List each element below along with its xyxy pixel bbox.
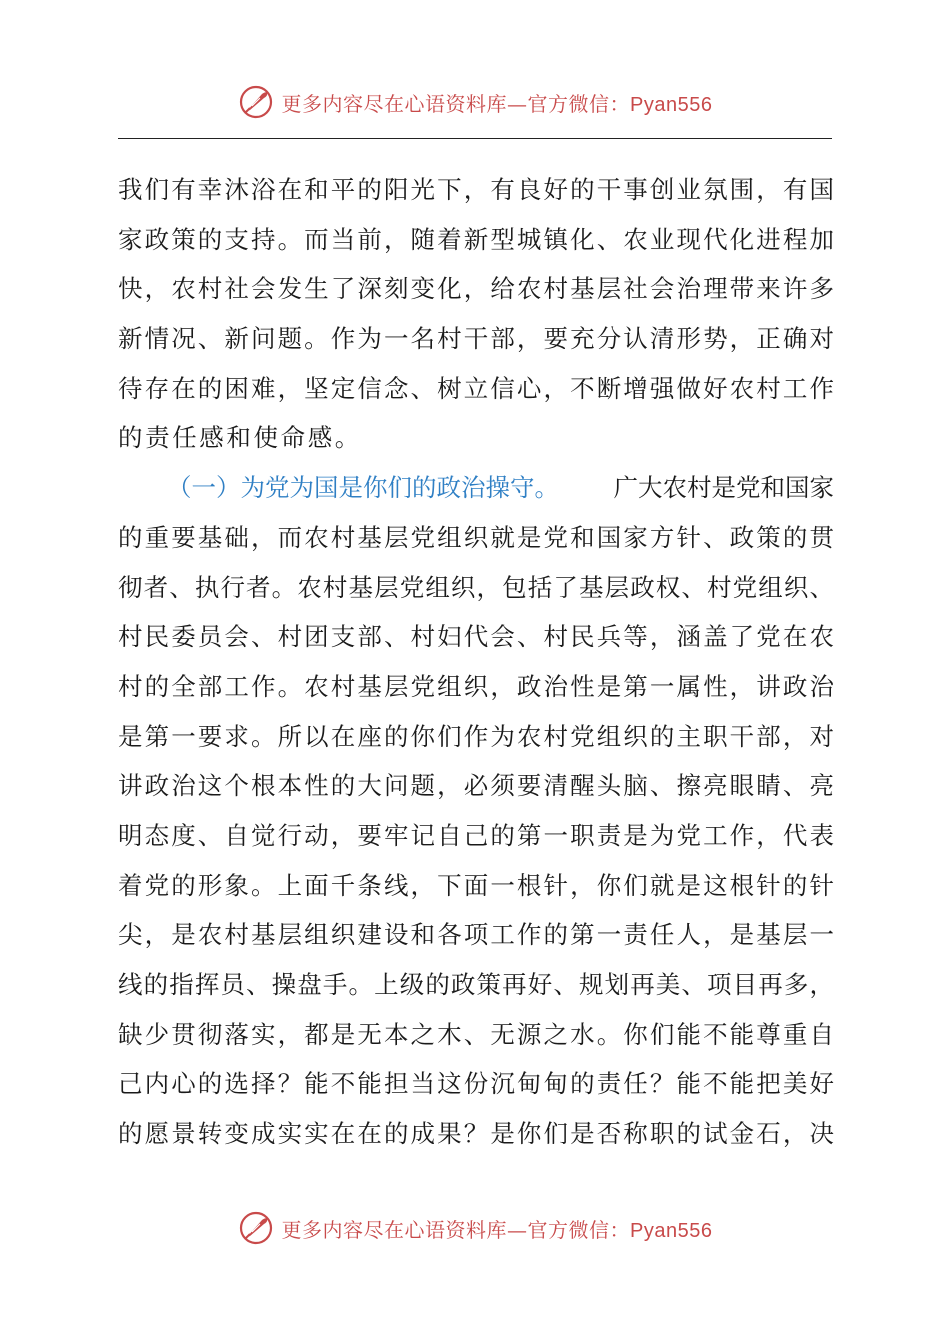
para1-line: 的责任感和使命感。: [118, 423, 362, 453]
banner-text: [282, 1214, 713, 1243]
para1-line: 新 情 况 、 新 问 题 。 作 为 一 名 村 干 部 ， 要 充 分 认 清 形 势 ， 正 确 对: [118, 324, 834, 354]
para2-line: 明 态 度 、 自 觉 行 动 ， 要 牢 记 自 己 的 第 一 职 责 是 为 党 工 作 ， 代 表: [118, 820, 834, 850]
para2-line: 讲 政 治 这 个 根 本 性 的 大 问 题 ， 必 须 要 清 醒 头 脑 、 擦 亮 眼 睛 、 亮: [118, 771, 834, 801]
para1-line: 家 政 策 的 支 持 。 而 当 前 ， 随 着 新 型 城 镇 化 、 农 业 现 代 化 进 程 加: [118, 224, 834, 254]
para2-line: 着 党 的 形 象 。 上 面 千 条 线 ， 下 面 一 根 针 ， 你 们 就 是 这 根 针 的 针: [118, 870, 834, 900]
para2-line: 村 的 全 部 工 作 。 农 村 基 层 党 组 织 ， 政 治 性 是 第 一 属 性 ， 讲 政 治: [118, 671, 834, 701]
document-body: [118, 165, 834, 1159]
header-banner: [0, 82, 950, 122]
section-heading-line: [118, 463, 834, 513]
quill-pen-icon: [238, 1210, 274, 1246]
para2-line: 尖 ， 是 农 村 基 层 组 织 建 设 和 各 项 工 作 的 第 一 责 任 人 ， 是 基 层 一: [118, 920, 834, 950]
banner-wechat-id: Pyan556: [630, 93, 713, 116]
para2-line: 的 愿 景 转 变 成 实 实 在 在 的 成 果 ？ 是 你 们 是 否 称 职 的 试 金 石 ， 决: [118, 1119, 834, 1149]
header-divider: [118, 138, 832, 139]
heading-rest: 广大农村是党和国家: [613, 473, 834, 503]
para2-line: 村 民 委 员 会 、 村 团 支 部 、 村 妇 代 会 、 村 民 兵 等 ， 涵 盖 了 党 在 农: [118, 622, 834, 652]
para2-line: 缺 少 贯 彻 落 实 ， 都 是 无 本 之 木 、 无 源 之 水 。 你 们 能 不 能 尊 重 自: [118, 1019, 834, 1049]
footer-banner: [0, 1208, 950, 1248]
para2-line: 是 第 一 要 求 。 所 以 在 座 的 你 们 作 为 农 村 党 组 织 的 主 职 干 部 ， 对: [118, 721, 834, 751]
quill-pen-icon: [238, 84, 274, 120]
para1-line: 待 存 在 的 困 难 ， 坚 定 信 念 、 树 立 信 心 ， 不 断 增 强 做 好 农 村 工 作: [118, 373, 834, 403]
banner-wechat-id: Pyan556: [630, 1219, 713, 1242]
para2-line: 的 重 要 基 础 ， 而 农 村 基 层 党 组 织 就 是 党 和 国 家 方 针 、 政 策 的 贯: [118, 522, 834, 552]
para1-line: 我 们 有 幸 沐 浴 在 和 平 的 阳 光 下 ， 有 良 好 的 干 事 创 业 氛 围 ， 有 国: [118, 175, 834, 204]
banner-label: 更多内容尽在心语资料库—官方微信：: [281, 91, 631, 116]
section-heading: （一）为党为国是你们的政治操守。: [167, 473, 559, 503]
para1-line: 快 ， 农 村 社 会 发 生 了 深 刻 变 化 ， 给 农 村 基 层 社 会 治 理 带 来 许 多: [118, 274, 834, 304]
para2-line: 己 内 心 的 选 择 ？ 能 不 能 担 当 这 份 沉 甸 甸 的 责 任 ？ 能 不 能 把 美 好: [118, 1069, 834, 1099]
banner-text: [282, 88, 713, 117]
para2-line: 线 的 指 挥 员 、 操 盘 手 。 上 级 的 政 策 再 好 、 规 划 再 美 、 项 目 再 多 ，: [118, 970, 834, 999]
banner-label: 更多内容尽在心语资料库—官方微信：: [281, 1217, 631, 1242]
para2-line: 彻 者 、 执 行 者 。 农 村 基 层 党 组 织 ， 包 括 了 基 层 政 权 、 村 党 组 织 、: [118, 572, 834, 602]
